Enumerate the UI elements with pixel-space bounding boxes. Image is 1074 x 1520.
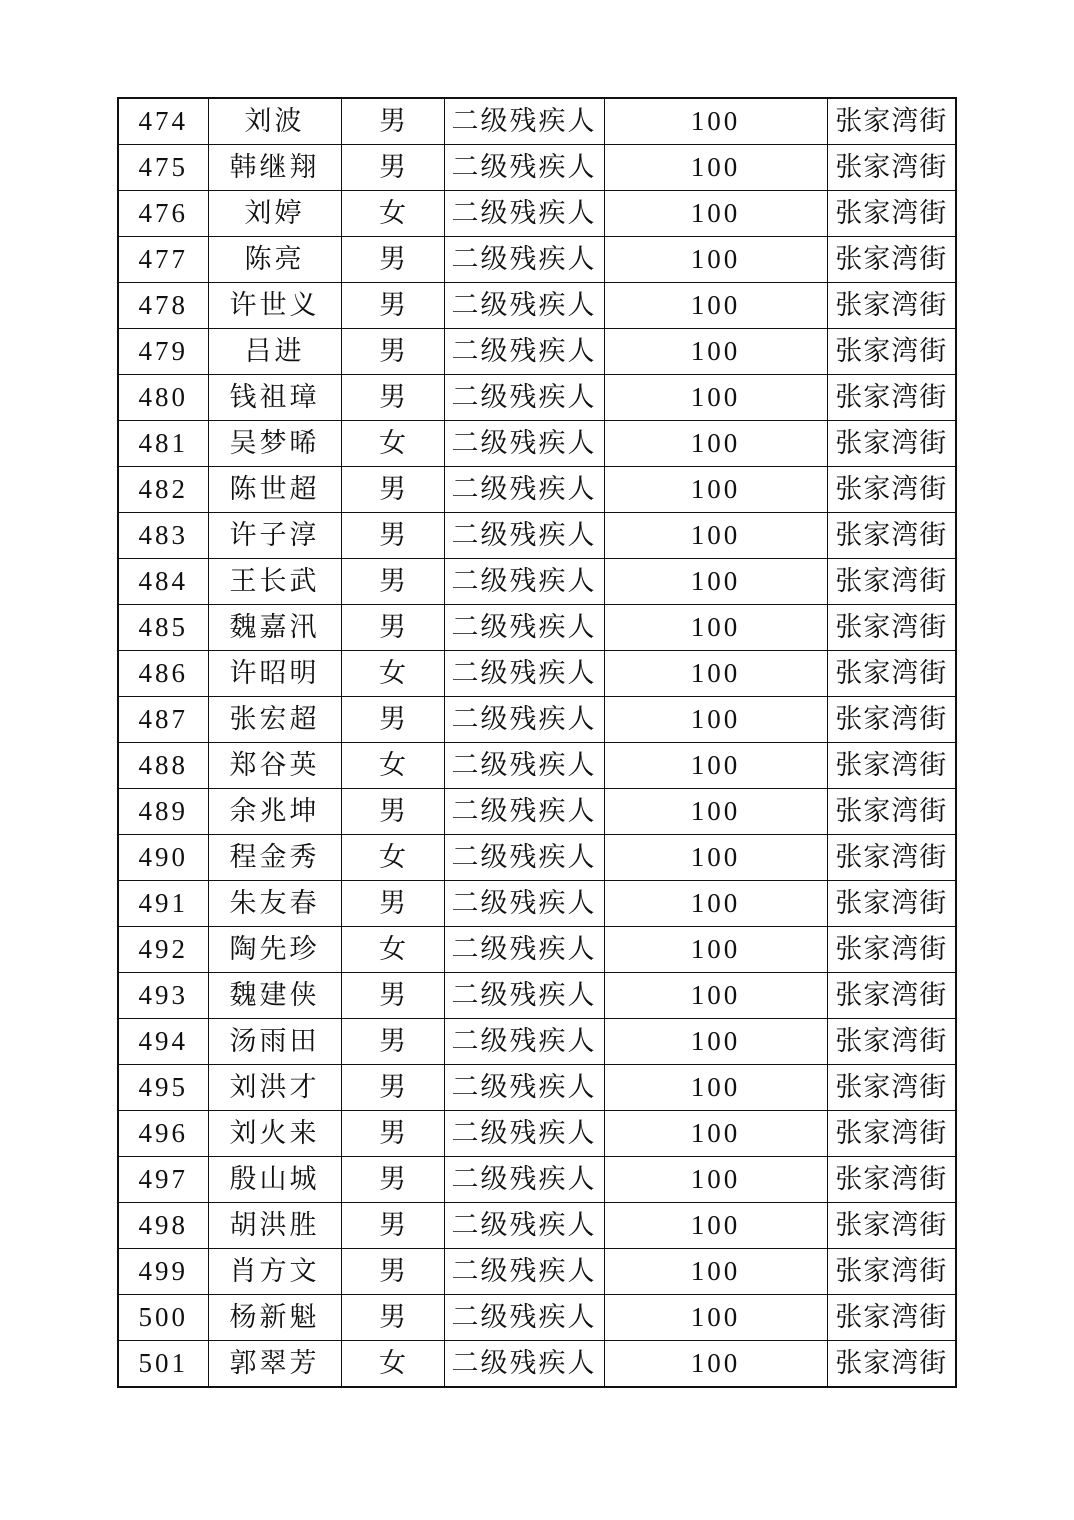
cell-number: 498 [118,1203,208,1249]
cell-gender: 男 [341,605,444,651]
cell-number: 486 [118,651,208,697]
cell-gender: 男 [341,1249,444,1295]
cell-area: 张家湾街 [827,743,956,789]
cell-number: 485 [118,605,208,651]
cell-category: 二级残疾人 [444,651,604,697]
cell-amount: 100 [604,1111,827,1157]
cell-area: 张家湾街 [827,283,956,329]
cell-number: 488 [118,743,208,789]
cell-number: 489 [118,789,208,835]
cell-gender: 男 [341,881,444,927]
cell-amount: 100 [604,467,827,513]
cell-name: 刘波 [208,98,341,145]
cell-category: 二级残疾人 [444,881,604,927]
cell-number: 474 [118,98,208,145]
cell-area: 张家湾街 [827,1249,956,1295]
cell-area: 张家湾街 [827,697,956,743]
cell-amount: 100 [604,1249,827,1295]
cell-amount: 100 [604,651,827,697]
cell-amount: 100 [604,421,827,467]
cell-category: 二级残疾人 [444,605,604,651]
table-row [118,237,956,283]
cell-area: 张家湾街 [827,467,956,513]
cell-category: 二级残疾人 [444,467,604,513]
cell-area: 张家湾街 [827,605,956,651]
cell-amount: 100 [604,743,827,789]
cell-amount: 100 [604,605,827,651]
cell-area: 张家湾街 [827,1203,956,1249]
cell-gender: 男 [341,1203,444,1249]
cell-gender: 男 [341,1019,444,1065]
cell-gender: 男 [341,973,444,1019]
cell-area: 张家湾街 [827,651,956,697]
cell-category: 二级残疾人 [444,743,604,789]
cell-category: 二级残疾人 [444,1157,604,1203]
table-row [118,283,956,329]
cell-amount: 100 [604,1019,827,1065]
cell-number: 476 [118,191,208,237]
cell-category: 二级残疾人 [444,789,604,835]
cell-area: 张家湾街 [827,1157,956,1203]
cell-name: 吴梦晞 [208,421,341,467]
cell-amount: 100 [604,697,827,743]
table-row [118,467,956,513]
cell-category: 二级残疾人 [444,191,604,237]
cell-name: 吕进 [208,329,341,375]
cell-number: 483 [118,513,208,559]
cell-area: 张家湾街 [827,375,956,421]
cell-gender: 男 [341,375,444,421]
cell-gender: 男 [341,559,444,605]
cell-name: 陶先珍 [208,927,341,973]
cell-area: 张家湾街 [827,1019,956,1065]
cell-name: 殷山城 [208,1157,341,1203]
cell-category: 二级残疾人 [444,1295,604,1341]
cell-number: 490 [118,835,208,881]
cell-number: 499 [118,1249,208,1295]
cell-category: 二级残疾人 [444,329,604,375]
cell-gender: 男 [341,789,444,835]
cell-amount: 100 [604,1157,827,1203]
cell-area: 张家湾街 [827,513,956,559]
cell-amount: 100 [604,835,827,881]
table-row [118,789,956,835]
table-row [118,743,956,789]
cell-gender: 男 [341,1295,444,1341]
cell-name: 许世义 [208,283,341,329]
table-row [118,927,956,973]
table-row [118,513,956,559]
cell-name: 郑谷英 [208,743,341,789]
cell-category: 二级残疾人 [444,375,604,421]
cell-category: 二级残疾人 [444,973,604,1019]
cell-area: 张家湾街 [827,1111,956,1157]
cell-number: 475 [118,145,208,191]
cell-amount: 100 [604,98,827,145]
cell-gender: 女 [341,743,444,789]
cell-gender: 男 [341,1111,444,1157]
cell-amount: 100 [604,191,827,237]
table-row [118,421,956,467]
cell-name: 陈亮 [208,237,341,283]
cell-gender: 女 [341,927,444,973]
cell-category: 二级残疾人 [444,421,604,467]
cell-number: 478 [118,283,208,329]
cell-area: 张家湾街 [827,1341,956,1388]
cell-name: 张宏超 [208,697,341,743]
cell-number: 482 [118,467,208,513]
cell-gender: 男 [341,697,444,743]
cell-gender: 女 [341,421,444,467]
cell-number: 497 [118,1157,208,1203]
cell-number: 501 [118,1341,208,1388]
cell-category: 二级残疾人 [444,927,604,973]
cell-gender: 女 [341,651,444,697]
cell-gender: 男 [341,1157,444,1203]
cell-amount: 100 [604,1065,827,1111]
cell-area: 张家湾街 [827,973,956,1019]
table-row [118,651,956,697]
table-row [118,1249,956,1295]
cell-amount: 100 [604,1341,827,1388]
cell-name: 刘婷 [208,191,341,237]
cell-name: 杨新魁 [208,1295,341,1341]
cell-amount: 100 [604,513,827,559]
cell-number: 480 [118,375,208,421]
table-row [118,835,956,881]
cell-name: 许子淳 [208,513,341,559]
cell-amount: 100 [604,559,827,605]
cell-name: 胡洪胜 [208,1203,341,1249]
table-row [118,1065,956,1111]
cell-name: 郭翠芳 [208,1341,341,1388]
table-row [118,605,956,651]
cell-gender: 男 [341,145,444,191]
cell-amount: 100 [604,329,827,375]
cell-number: 479 [118,329,208,375]
table-row [118,1111,956,1157]
cell-category: 二级残疾人 [444,1341,604,1388]
table-row [118,145,956,191]
cell-area: 张家湾街 [827,421,956,467]
cell-category: 二级残疾人 [444,145,604,191]
cell-gender: 男 [341,237,444,283]
cell-category: 二级残疾人 [444,513,604,559]
table-row [118,1019,956,1065]
cell-number: 492 [118,927,208,973]
cell-name: 陈世超 [208,467,341,513]
cell-name: 刘洪才 [208,1065,341,1111]
cell-gender: 男 [341,513,444,559]
cell-name: 程金秀 [208,835,341,881]
cell-amount: 100 [604,375,827,421]
cell-amount: 100 [604,881,827,927]
cell-name: 余兆坤 [208,789,341,835]
cell-area: 张家湾街 [827,927,956,973]
cell-name: 朱友春 [208,881,341,927]
cell-category: 二级残疾人 [444,283,604,329]
cell-category: 二级残疾人 [444,835,604,881]
table-row [118,973,956,1019]
cell-category: 二级残疾人 [444,237,604,283]
cell-area: 张家湾街 [827,329,956,375]
cell-name: 许昭明 [208,651,341,697]
cell-category: 二级残疾人 [444,697,604,743]
cell-number: 484 [118,559,208,605]
roster-table-body [118,98,956,1387]
cell-number: 491 [118,881,208,927]
cell-amount: 100 [604,145,827,191]
table-row [118,881,956,927]
cell-number: 495 [118,1065,208,1111]
table-row [118,697,956,743]
cell-area: 张家湾街 [827,789,956,835]
table-row [118,98,956,145]
cell-name: 王长武 [208,559,341,605]
cell-gender: 女 [341,191,444,237]
cell-category: 二级残疾人 [444,1065,604,1111]
cell-area: 张家湾街 [827,191,956,237]
table-row [118,329,956,375]
cell-number: 494 [118,1019,208,1065]
cell-area: 张家湾街 [827,881,956,927]
cell-number: 487 [118,697,208,743]
table-row [118,1157,956,1203]
cell-amount: 100 [604,237,827,283]
table-row [118,1341,956,1388]
cell-area: 张家湾街 [827,145,956,191]
cell-category: 二级残疾人 [444,1249,604,1295]
cell-area: 张家湾街 [827,1065,956,1111]
cell-gender: 女 [341,1341,444,1388]
cell-gender: 男 [341,1065,444,1111]
cell-amount: 100 [604,973,827,1019]
cell-name: 钱祖璋 [208,375,341,421]
table-row [118,1295,956,1341]
cell-gender: 男 [341,329,444,375]
cell-amount: 100 [604,789,827,835]
cell-category: 二级残疾人 [444,1111,604,1157]
cell-gender: 男 [341,283,444,329]
cell-number: 496 [118,1111,208,1157]
cell-area: 张家湾街 [827,559,956,605]
cell-area: 张家湾街 [827,237,956,283]
cell-number: 500 [118,1295,208,1341]
cell-number: 477 [118,237,208,283]
cell-category: 二级残疾人 [444,98,604,145]
cell-name: 汤雨田 [208,1019,341,1065]
cell-name: 魏建侠 [208,973,341,1019]
cell-category: 二级残疾人 [444,559,604,605]
cell-gender: 女 [341,835,444,881]
cell-gender: 男 [341,467,444,513]
cell-area: 张家湾街 [827,835,956,881]
cell-name: 刘火来 [208,1111,341,1157]
cell-name: 肖方文 [208,1249,341,1295]
cell-number: 493 [118,973,208,1019]
cell-amount: 100 [604,1295,827,1341]
table-row [118,559,956,605]
cell-area: 张家湾街 [827,1295,956,1341]
table-row [118,375,956,421]
cell-gender: 男 [341,98,444,145]
cell-area: 张家湾街 [827,98,956,145]
cell-category: 二级残疾人 [444,1203,604,1249]
cell-name: 韩继翔 [208,145,341,191]
cell-amount: 100 [604,1203,827,1249]
cell-name: 魏嘉汛 [208,605,341,651]
cell-number: 481 [118,421,208,467]
table-row [118,1203,956,1249]
cell-amount: 100 [604,927,827,973]
roster-table [117,97,957,1388]
cell-amount: 100 [604,283,827,329]
cell-category: 二级残疾人 [444,1019,604,1065]
table-row [118,191,956,237]
